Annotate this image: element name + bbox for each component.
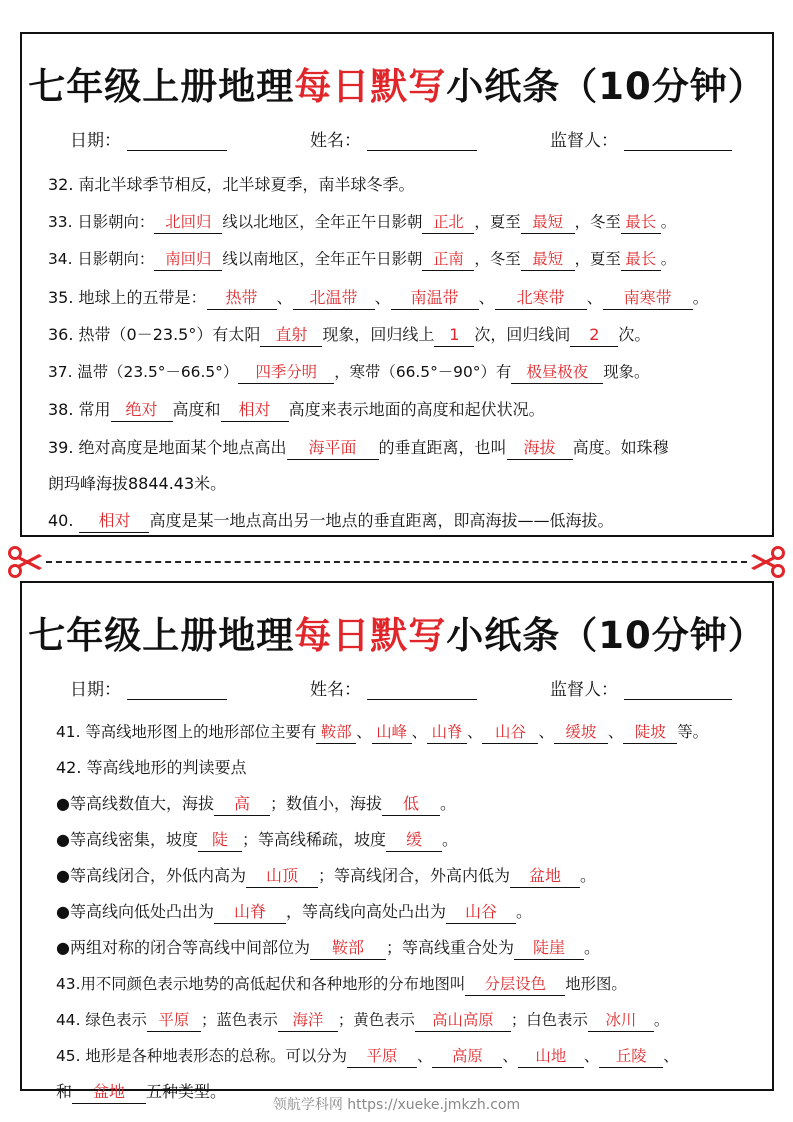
answer-blank: 南回归: [154, 248, 222, 271]
answer-blank: 直射: [260, 324, 322, 347]
bottom-worksheet-card: [20, 581, 774, 1101]
title-tail: 小纸条（10分钟）: [446, 65, 766, 108]
bullet-4: ●等高线向低处凸出为 山脊 ，等高线向高处凸出为 山谷 。: [56, 894, 760, 930]
answer-blank: 山脊: [214, 901, 286, 924]
answer-blank: 平原: [347, 1045, 417, 1068]
answer-blank: 最短: [521, 211, 575, 234]
question-42: 42. 等高线地形的判读要点: [56, 758, 247, 777]
answer-blank: 山谷: [482, 721, 538, 744]
date-field: 日期：: [70, 675, 227, 700]
answer-blank: 高山高原: [415, 1009, 511, 1032]
answer-blank: 最长: [621, 248, 661, 271]
question-32: 32. 南北半球季节相反，北半球夏季，南半球冬季。: [48, 175, 415, 194]
answer-blank: 海平面: [287, 437, 379, 460]
question-40: 40. 相对 高度是某一地点高出另一地点的垂直距离，即高海拔——低海拔。: [48, 502, 760, 540]
answer-blank: 缓: [386, 829, 442, 852]
question-45: 45. 地形是各种地表形态的总称。可以分为 平原 、 高原 、 山地 、 丘陵 、: [56, 1038, 760, 1074]
answer-blank: 北回归: [154, 211, 222, 234]
answer-blank: 海拔: [507, 437, 573, 460]
question-43: 43.用不同颜色表示地势的高低起伏和各种地形的分布地图叫 分层设色 地形图。: [56, 966, 760, 1002]
answer-blank: 正北: [422, 211, 474, 234]
answer-blank: 山脊: [427, 721, 467, 744]
answer-blank: 最短: [521, 248, 575, 271]
answer-blank: 北温带: [293, 287, 375, 310]
answer-blank: 山地: [518, 1045, 584, 1068]
question-45-continued: 和 盆地 五种类型。: [56, 1074, 760, 1110]
question-39: 39. 绝对高度是地面某个地点高出 海平面 的垂直距离，也叫 海拔 高度。如珠穆: [48, 429, 760, 467]
answer-blank: 盆地: [510, 865, 580, 888]
dashed-cut-line: [46, 561, 747, 563]
footer-watermark: 领航学科网 https://xueke.jmkzh.com: [272, 1097, 521, 1113]
answer-blank: 陡坡: [623, 721, 677, 744]
cut-line: [0, 546, 793, 578]
answer-blank: 最长: [621, 211, 661, 234]
name-field: 姓名：: [310, 126, 477, 151]
question-33: 33. 日影朝向： 北回归 线以北地区，全年正午日影朝 正北 ，夏至 最短 ，冬至 最长 。: [48, 204, 760, 242]
question-list: [56, 714, 760, 1110]
question-38: 38. 常用 绝对 高度和 相对 高度来表示地面的高度和起伏状况。: [48, 391, 760, 429]
answer-blank: 分层设色: [465, 973, 565, 996]
answer-blank: 陡崖: [514, 937, 584, 960]
question-34: 34. 日影朝向： 南回归 线以南地区，全年正午日影朝 正南 ，冬至 最短 ，夏至 最长 。: [48, 241, 760, 279]
bullet-5: ●两组对称的闭合等高线中间部位为 鞍部 ；等高线重合处为 陡崖 。: [56, 930, 760, 966]
bullet-3: ●等高线闭合，外低内高为 山顶 ；等高线闭合，外高内低为 盆地 。: [56, 858, 760, 894]
question-36: 36. 热带（0－23.5°）有太阳 直射 现象，回归线上 1 次，回归线间 2 次。: [48, 316, 760, 354]
card-title: [22, 605, 772, 659]
answer-blank: 四季分明: [238, 361, 334, 384]
title-red: 每日默写: [294, 614, 447, 657]
title-tail: 小纸条（10分钟）: [446, 614, 766, 657]
answer-blank: 平原: [147, 1009, 201, 1032]
answer-blank: 冰川: [588, 1009, 654, 1032]
title-red: 每日默写: [294, 65, 447, 108]
bullet-2: ●等高线密集，坡度 陡 ；等高线稀疏，坡度 缓 。: [56, 822, 760, 858]
answer-blank: 1: [434, 324, 474, 347]
scissors-icon: [8, 546, 44, 578]
name-field: 姓名：: [310, 675, 477, 700]
meta-row: [22, 126, 772, 154]
answer-blank: 鞍部: [310, 937, 386, 960]
answer-blank: 相对: [221, 399, 289, 422]
meta-row: [22, 675, 772, 703]
answer-blank: 热带: [207, 287, 277, 310]
answer-blank: 鞍部: [316, 721, 356, 744]
question-35: 35. 地球上的五带是： 热带 、 北温带 、 南温带 、 北寒带 、 南寒带 。: [48, 279, 760, 317]
answer-blank: 高: [214, 793, 270, 816]
answer-blank: 山谷: [446, 901, 516, 924]
answer-blank: 高原: [432, 1045, 502, 1068]
title-black: 七年级上册地理: [28, 614, 295, 657]
answer-blank: 相对: [79, 510, 149, 533]
answer-blank: 南寒带: [603, 287, 693, 310]
answer-blank: 盆地: [72, 1081, 146, 1104]
question-39-continued: 朗玛峰海拔8844.43米。: [48, 474, 227, 493]
date-field: 日期：: [70, 126, 227, 151]
title-black: 七年级上册地理: [28, 65, 295, 108]
answer-blank: 山顶: [246, 865, 318, 888]
question-list: [48, 166, 760, 540]
bullet-1: ●等高线数值大，海拔 高 ；数值小，海拔 低 。: [56, 786, 760, 822]
answer-blank: 山峰: [372, 721, 412, 744]
answer-blank: 低: [382, 793, 440, 816]
supervisor-field: 监督人：: [550, 126, 732, 151]
answer-blank: 丘陵: [599, 1045, 663, 1068]
question-44: 44. 绿色表示 平原 ；蓝色表示 海洋 ；黄色表示 高山高原 ；白色表示 冰川 。: [56, 1002, 760, 1038]
answer-blank: 陡: [198, 829, 242, 852]
top-worksheet-card: [20, 32, 774, 537]
answer-blank: 极昼极夜: [511, 361, 603, 384]
answer-blank: 2: [570, 324, 618, 347]
answer-blank: 南温带: [391, 287, 479, 310]
supervisor-field: 监督人：: [550, 675, 732, 700]
question-37: 37. 温带（23.5°－66.5°） 四季分明 ，寒带（66.5°－90°）有 极昼极夜 现象。: [48, 354, 760, 392]
answer-blank: 海洋: [278, 1009, 338, 1032]
answer-blank: 缓坡: [554, 721, 608, 744]
card-title: [22, 56, 772, 110]
answer-blank: 正南: [422, 248, 474, 271]
answer-blank: 绝对: [111, 399, 173, 422]
scissors-icon: [749, 546, 785, 578]
question-41: 41. 等高线地形图上的地形部位主要有 鞍部 、 山峰 、 山脊 、 山谷 、 缓坡 、 陡坡 等。: [56, 714, 760, 750]
answer-blank: 北寒带: [495, 287, 587, 310]
